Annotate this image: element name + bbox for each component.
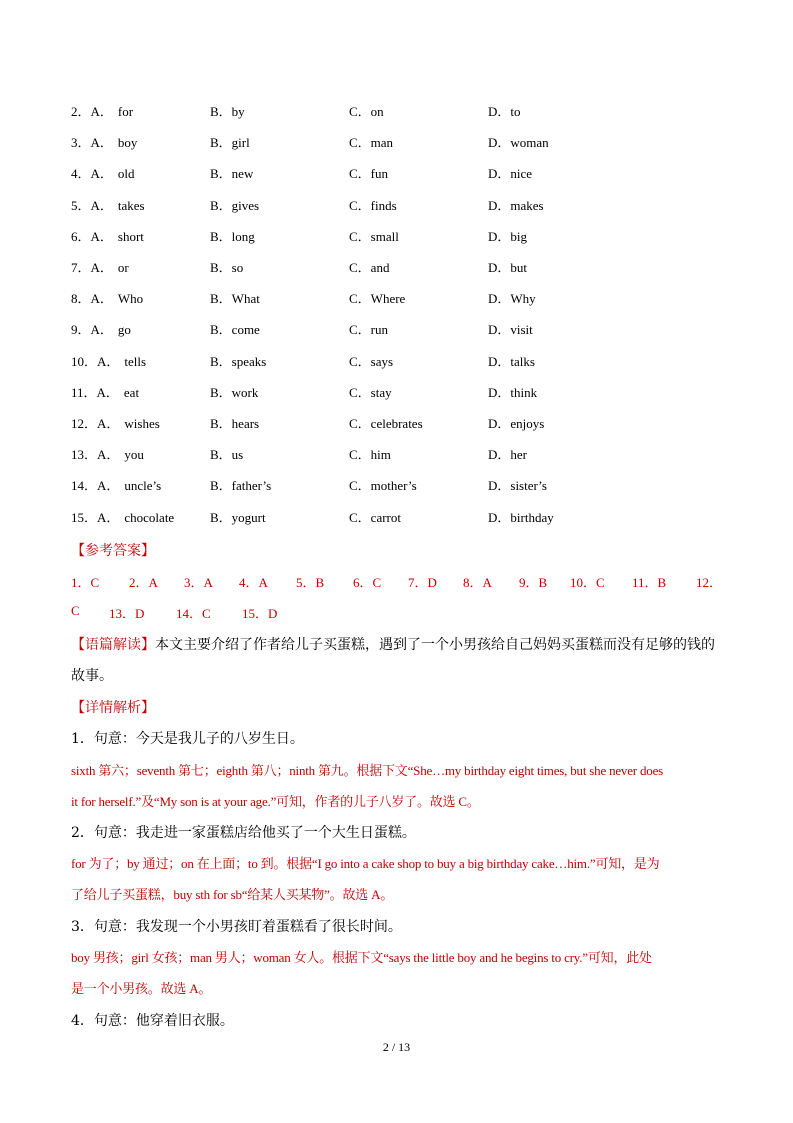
option-c: C．Where xyxy=(349,291,406,306)
question-number: 12．A． xyxy=(71,416,120,431)
option-a xyxy=(71,196,145,216)
question-number: 6．A． xyxy=(71,229,113,244)
option-b: B．speaks xyxy=(210,354,267,369)
answer-item: 3．A xyxy=(184,575,213,590)
summary-heading: 【语篇解读】 xyxy=(71,637,155,653)
q3-meaning: 3．句意：我发现一个小男孩盯着蛋糕看了很长时间。 xyxy=(71,919,402,935)
option-d: D．Why xyxy=(488,291,536,306)
option-c: C．him xyxy=(349,447,391,462)
question-row xyxy=(0,164,793,184)
option-d: D．sister’s xyxy=(488,478,547,493)
q3-explanation-2: 是一个小男孩。故选 A。 xyxy=(71,981,212,996)
page-number: 2 / 13 xyxy=(382,1040,411,1054)
q3-explanation-1: boy 男孩；girl 女孩；man 男人；woman 女人。根据下文“says the little boy and he begins to cry.”可知，此处 xyxy=(71,950,652,965)
option-d: D．visit xyxy=(488,322,533,337)
option-d: D．talks xyxy=(488,354,535,369)
answer-item: 12． xyxy=(696,575,723,590)
option-b: B．What xyxy=(210,291,260,306)
question-row xyxy=(0,352,793,372)
q1-explanation-2: it for herself.”及“My son is at your age.”可知，作者的儿子八岁了。故选 C。 xyxy=(71,794,480,809)
answer-item: 8．A xyxy=(463,575,492,590)
option-a xyxy=(71,476,161,496)
question-row xyxy=(0,383,793,403)
option-a-text: wishes xyxy=(124,416,160,431)
option-d: D．enjoys xyxy=(488,416,545,431)
answer-item: 7．D xyxy=(408,575,437,590)
option-d: D．makes xyxy=(488,198,544,213)
option-a xyxy=(71,352,146,372)
option-c: C．run xyxy=(349,322,389,337)
option-b: B．by xyxy=(210,104,245,119)
option-a-text: you xyxy=(124,447,144,462)
option-a xyxy=(71,102,133,122)
summary-text: 本文主要介绍了作者给儿子买蛋糕，遇到了一个小男孩给自己妈妈买蛋糕而没有足够的钱的 xyxy=(155,637,715,653)
option-a-text: go xyxy=(117,322,131,337)
option-a xyxy=(71,258,129,278)
option-b: B．new xyxy=(210,166,254,181)
question-number: 9．A． xyxy=(71,322,113,337)
option-b: B．so xyxy=(210,260,244,275)
question-row xyxy=(0,508,793,528)
answer-item: C xyxy=(71,603,80,618)
q4-meaning: 4．句意：他穿着旧衣服。 xyxy=(71,1013,234,1029)
option-a-text: for xyxy=(117,104,134,119)
question-row xyxy=(0,258,793,278)
question-number: 4．A． xyxy=(71,166,113,181)
option-a xyxy=(71,320,131,340)
answer-item: 9．B xyxy=(519,575,548,590)
question-number: 2．A． xyxy=(71,104,113,119)
answer-item: 6．C xyxy=(353,575,382,590)
option-a-text: Who xyxy=(117,291,144,306)
option-b: B．gives xyxy=(210,198,260,213)
option-b: B．long xyxy=(210,229,255,244)
option-a-text: old xyxy=(117,166,135,181)
option-b: B．come xyxy=(210,322,260,337)
option-d: D．to xyxy=(488,104,521,119)
option-a xyxy=(71,289,143,309)
answer-item: 2．A xyxy=(129,575,158,590)
answer-item: 14．C xyxy=(176,606,211,621)
question-number: 10．A． xyxy=(71,354,120,369)
option-d: D．but xyxy=(488,260,528,275)
question-number: 13．A． xyxy=(71,447,120,462)
question-row xyxy=(0,196,793,216)
option-d: D．nice xyxy=(488,166,533,181)
option-c: C．small xyxy=(349,229,399,244)
option-b: B．hears xyxy=(210,416,260,431)
question-row xyxy=(0,133,793,153)
option-d: D．woman xyxy=(488,135,549,150)
question-row xyxy=(0,289,793,309)
option-b: B．girl xyxy=(210,135,250,150)
q2-explanation-2: 了给儿子买蛋糕，buy sth for sb“给某人买某物”。故选 A。 xyxy=(71,887,394,902)
option-a xyxy=(71,227,144,247)
question-number: 3．A． xyxy=(71,135,113,150)
option-a-text: tells xyxy=(124,354,147,369)
question-row xyxy=(0,320,793,340)
option-c: C．fun xyxy=(349,166,389,181)
option-a xyxy=(71,164,135,184)
option-a xyxy=(71,383,139,403)
question-number: 5．A． xyxy=(71,198,113,213)
question-number: 7．A． xyxy=(71,260,113,275)
summary-line-1 xyxy=(71,634,715,654)
detail-heading: 【详情解析】 xyxy=(71,700,155,716)
q1-meaning: 1．句意：今天是我儿子的八岁生日。 xyxy=(71,731,304,747)
option-a-text: short xyxy=(117,229,144,244)
question-number: 15．A． xyxy=(71,510,120,525)
option-d: D．her xyxy=(488,447,527,462)
answer-item: 15．D xyxy=(242,606,278,621)
option-a-text: takes xyxy=(117,198,145,213)
option-a-text: boy xyxy=(117,135,138,150)
option-d: D．think xyxy=(488,385,538,400)
question-row xyxy=(0,102,793,122)
question-row xyxy=(0,476,793,496)
option-c: C．man xyxy=(349,135,394,150)
option-a-text: chocolate xyxy=(124,510,175,525)
answer-heading: 【参考答案】 xyxy=(71,543,155,559)
q2-explanation-1: for 为了；by 通过；on 在上面；to 到。根据“I go into a cake shop to buy a big birthday cake…him.”可知，是为 xyxy=(71,856,660,871)
question-number: 8．A． xyxy=(71,291,113,306)
option-a xyxy=(71,133,137,153)
question-row xyxy=(0,445,793,465)
option-d: D．birthday xyxy=(488,510,554,525)
option-a xyxy=(71,508,174,528)
option-c: C．says xyxy=(349,354,394,369)
option-a xyxy=(71,414,160,434)
option-c: C．and xyxy=(349,260,390,275)
q1-explanation-1: sixth 第六；seventh 第七；eighth 第八；ninth 第九。根据下文“She…my birthday eight times, but she never does xyxy=(71,763,664,778)
question-row xyxy=(0,414,793,434)
answer-item: 10．C xyxy=(570,575,605,590)
option-c: C．finds xyxy=(349,198,397,213)
answer-line-2 xyxy=(71,603,731,623)
option-c: C．on xyxy=(349,104,384,119)
answer-item: 11．B xyxy=(632,575,667,590)
answer-line-1 xyxy=(71,572,731,592)
option-a xyxy=(71,445,144,465)
summary-line-2: 故事。 xyxy=(71,668,113,684)
option-b: B．yogurt xyxy=(210,510,266,525)
option-c: C．celebrates xyxy=(349,416,423,431)
question-row xyxy=(0,227,793,247)
option-c: C．mother’s xyxy=(349,478,417,493)
answer-item: 5．B xyxy=(296,575,325,590)
option-a-text: uncle’s xyxy=(124,478,162,493)
question-number: 14．A． xyxy=(71,478,120,493)
option-c: C．stay xyxy=(349,385,392,400)
answer-item: 13．D xyxy=(109,606,145,621)
option-b: B．work xyxy=(210,385,259,400)
question-number: 11．A． xyxy=(71,385,119,400)
answer-item: 4．A xyxy=(239,575,268,590)
option-c: C．carrot xyxy=(349,510,401,525)
option-a-text: or xyxy=(117,260,129,275)
option-b: B．father’s xyxy=(210,478,272,493)
option-a-text: eat xyxy=(123,385,140,400)
q2-meaning: 2．句意：我走进一家蛋糕店给他买了一个大生日蛋糕。 xyxy=(71,825,416,841)
option-d: D．big xyxy=(488,229,528,244)
option-b: B．us xyxy=(210,447,244,462)
answer-item: 1．C xyxy=(71,575,100,590)
